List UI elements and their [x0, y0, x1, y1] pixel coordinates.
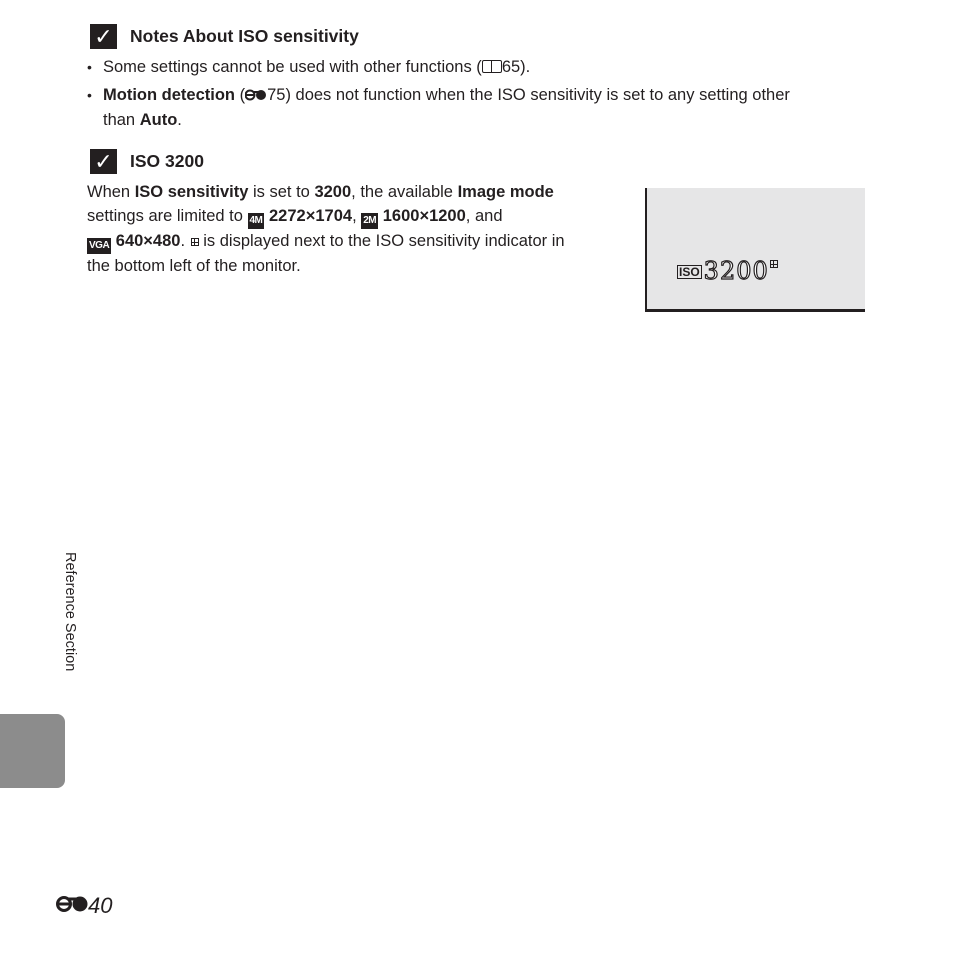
reference-section-icon [56, 895, 88, 918]
page-number [56, 893, 112, 919]
reference-section-icon [245, 84, 267, 108]
image-mode-2m-icon: 2M [361, 213, 378, 229]
note-title: Notes About ISO sensitivity [130, 26, 359, 46]
note-heading-iso-sensitivity [90, 24, 359, 49]
bullet-text: Some settings cannot be used with other functions ( 65). [103, 58, 531, 76]
high-iso-indicator-icon [191, 238, 199, 246]
iso-value: 3200 [703, 257, 769, 285]
high-iso-indicator-icon [770, 260, 778, 268]
iso-3200-paragraph: When ISO sensitivity is set to 3200, the available Image mode settings are limited to 4M 2272×1704, 2M 1600×1200, and VGA 640×480. is displayed next to the ISO sensitivity indicator in the bottom left of the monitor. [87, 183, 565, 275]
bullet: • [87, 59, 92, 75]
image-mode-vga-icon: VGA [87, 238, 111, 254]
monitor-illustration [645, 188, 865, 312]
list-item [87, 55, 867, 79]
bullet-text: Motion detection ( 75) does not function when the ISO sensitivity is set to any setting other than Auto. [103, 86, 790, 129]
section-side-label: Reference Section [62, 552, 78, 672]
page-number-text: 40 [88, 893, 113, 918]
bullet: • [87, 87, 92, 103]
note-heading-iso-3200 [90, 149, 204, 174]
checkmark-icon: ✓ [90, 149, 117, 174]
iso-sensitivity-indicator [677, 259, 778, 283]
section-tab [0, 714, 65, 788]
page-ref-link[interactable]: 75 [267, 86, 286, 104]
note-title: ISO 3200 [130, 151, 204, 171]
checkmark-icon: ✓ [90, 24, 117, 49]
page-ref-link[interactable]: 65 [501, 58, 521, 76]
image-mode-4m-icon: 4M [248, 213, 265, 229]
list-item [87, 83, 867, 132]
iso-label: ISO [679, 265, 700, 279]
book-reference-icon [482, 60, 502, 73]
